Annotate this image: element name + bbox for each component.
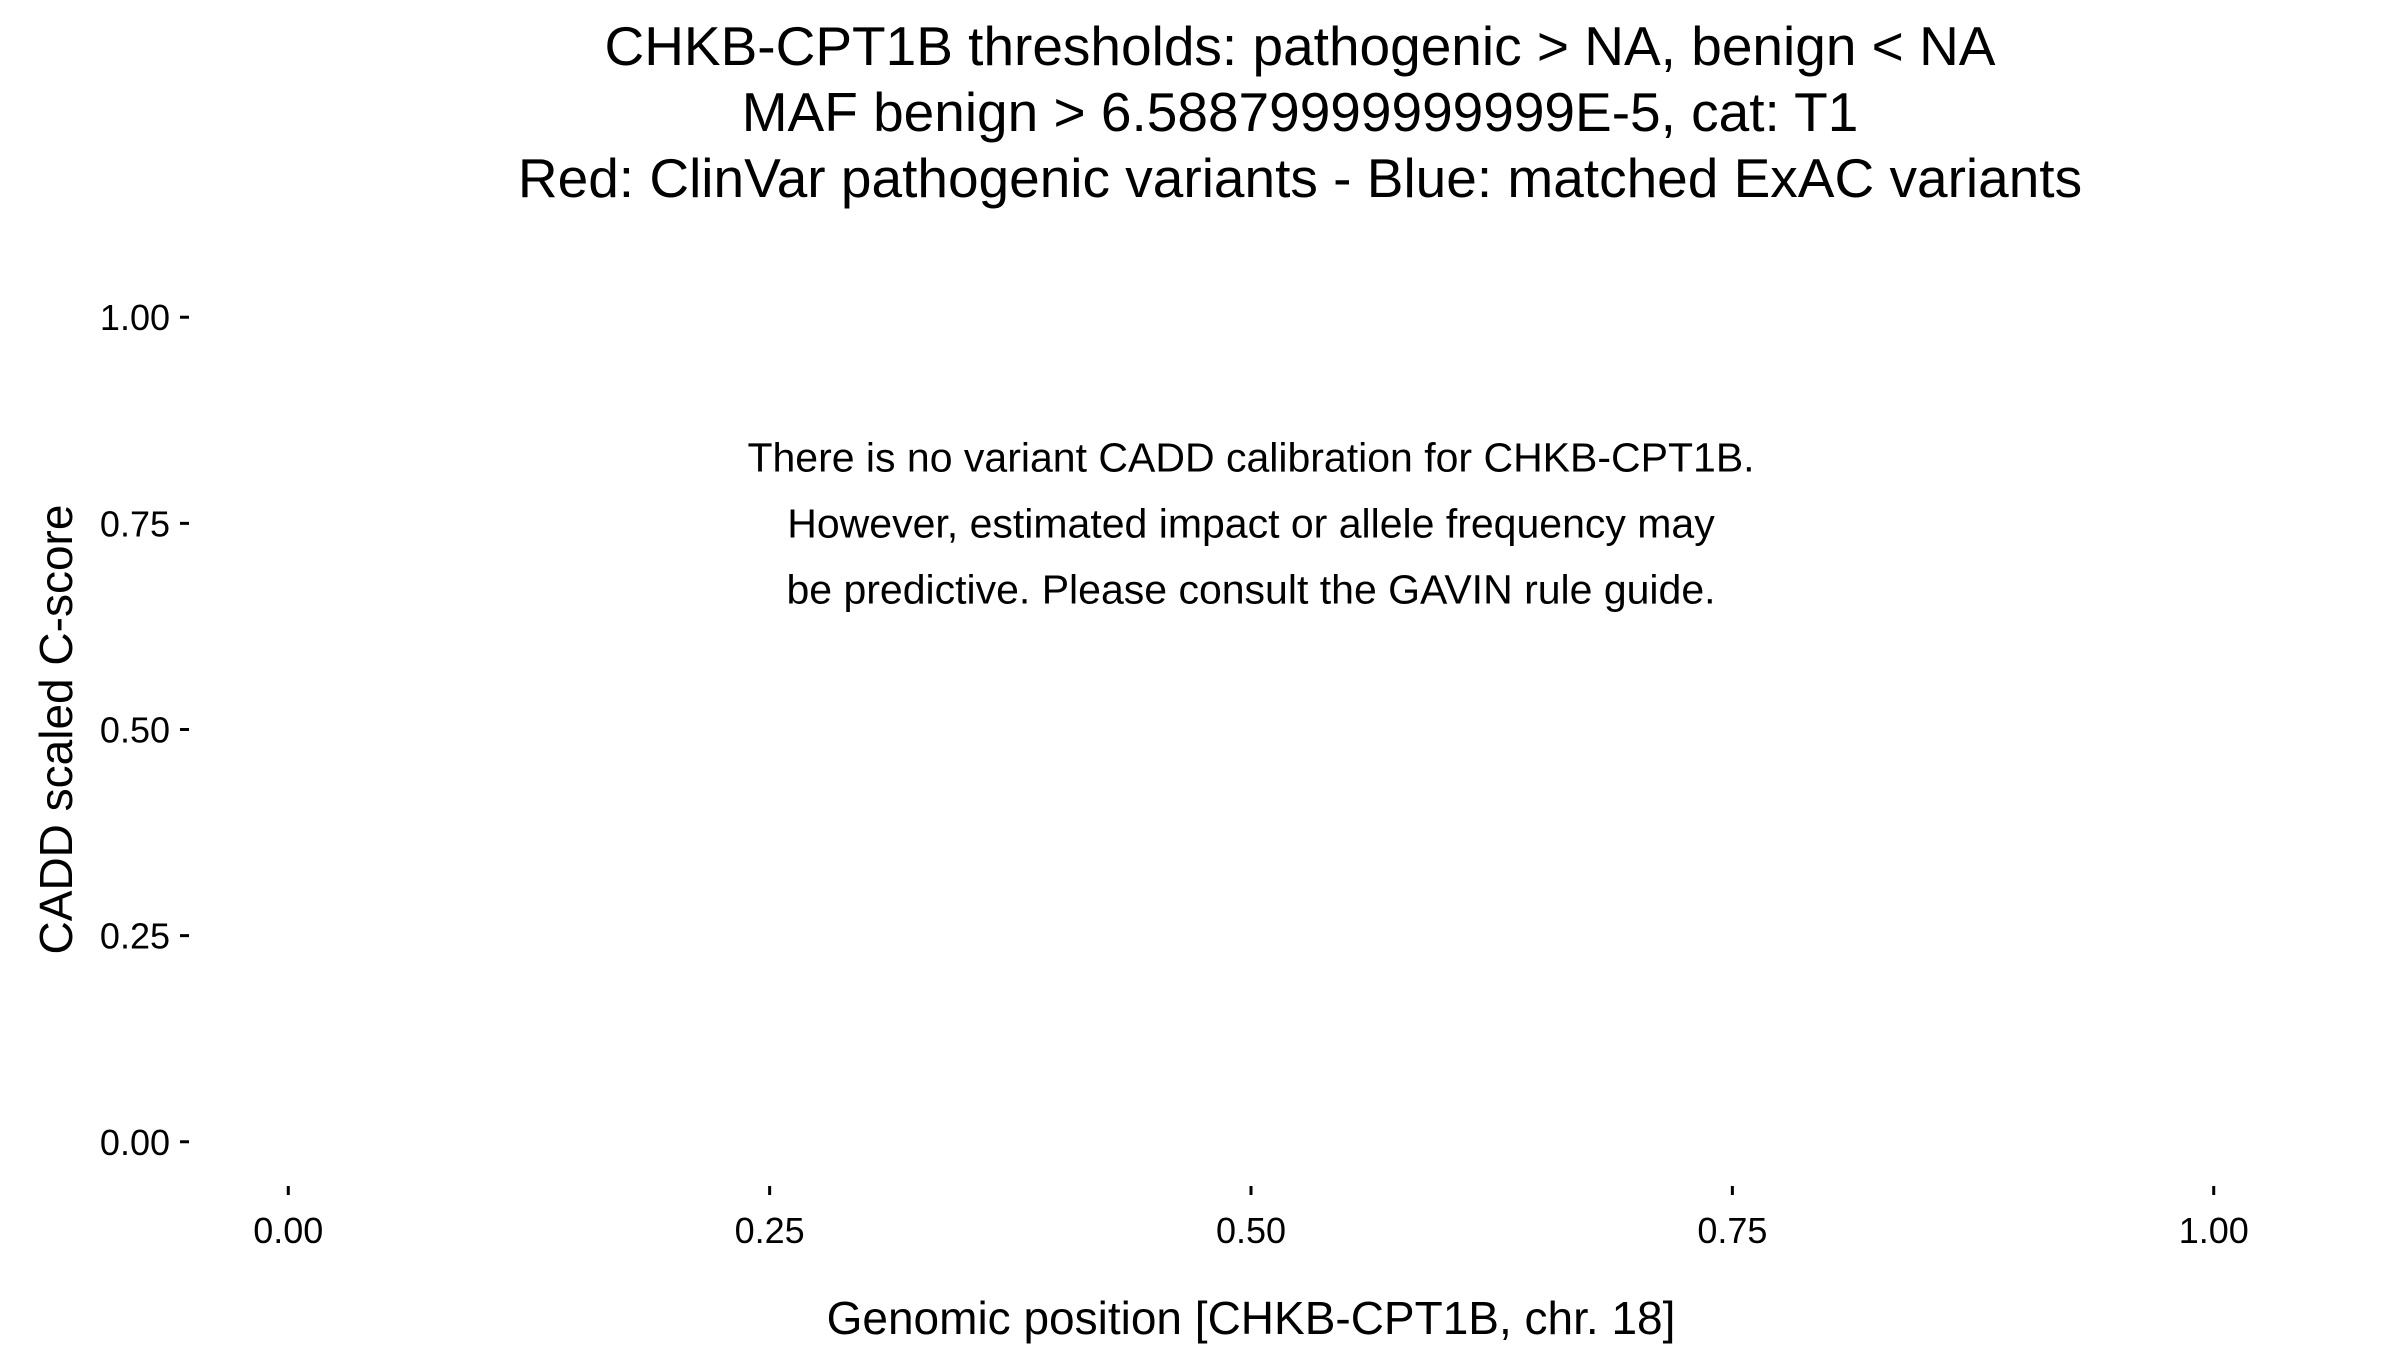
- y-axis: [100, 297, 189, 1163]
- annotation-line-3: be predictive. Please consult the GAVIN rule guide.: [786, 566, 1716, 613]
- x-tick-label: 0.50: [1215, 1210, 1287, 1251]
- x-axis-title: Genomic position [CHKB-CPT1B, chr. 18]: [826, 1292, 1676, 1344]
- title-line-2: MAF benign > 6.58879999999999E-5, cat: T1: [741, 81, 1859, 143]
- x-tick-label: 0.25: [734, 1210, 805, 1251]
- annotation: [747, 434, 1754, 612]
- y-tick-label: 1.00: [99, 297, 170, 339]
- y-tick-label: 0.50: [99, 709, 170, 751]
- title-line-3: Red: ClinVar pathogenic variants - Blue: matched ExAC variants: [517, 147, 2083, 209]
- y-tick-label: 0.25: [99, 915, 170, 957]
- title-line-1: CHKB-CPT1B thresholds: pathogenic > NA, benign < NA: [604, 15, 1996, 77]
- annotation-line-1: There is no variant CADD calibration for CHKB-CPT1B.: [747, 434, 1755, 481]
- x-tick-label: 0.00: [253, 1210, 324, 1251]
- annotation-line-2: However, estimated impact or allele frequency may: [787, 500, 1715, 547]
- y-tick-label: 0.75: [99, 503, 170, 545]
- x-tick-label: 0.75: [1697, 1210, 1768, 1251]
- y-tick-label: 0.00: [99, 1121, 170, 1163]
- x-axis: [253, 1186, 2249, 1251]
- chart-title: [518, 15, 2082, 209]
- y-axis-title: CADD scaled C-score: [30, 504, 82, 955]
- x-tick-label: 1.00: [2178, 1210, 2249, 1251]
